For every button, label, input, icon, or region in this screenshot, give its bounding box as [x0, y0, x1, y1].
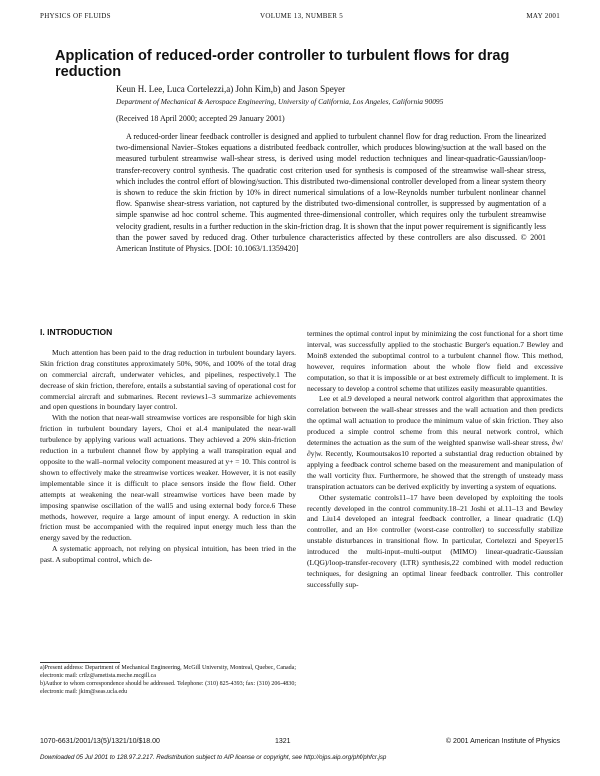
paragraph: Lee et al.9 developed a neural network control algorithm that approximates the correlation between the wall-shear stresses and the wall actuation and then predicts the optimal wall actuation to produce the minimum value of skin friction. They also produced a simple control scheme from this neural network control, which determines the actuation as the sum of the weighted spanwise wall-shear stress, ∂w/∂y|w. Recently, Koumoutsakos10 reported a substantial drag reduction obtained by applying a feedback control scheme based on the measurement and manipulation of the wall vorticity flux. Furthermore, he showed that the strength of unsteady mass transpiration actuators can be derived explicitly by inverting a system of equations.: [307, 394, 563, 491]
paper-title: Application of reduced-order controller to turbulent flows for drag reduction: [55, 48, 510, 80]
section-heading: I. INTRODUCTION: [40, 327, 113, 337]
page-footer: [40, 738, 560, 750]
issue-date: MAY 2001: [526, 12, 560, 20]
article-code: 1070-6631/2001/13(5)/1321/10/$18.00: [40, 738, 160, 745]
running-header: [40, 12, 560, 24]
paragraph: termines the optimal control input by minimizing the cost functional for a short time interval, was successfully applied to the stochastic Burger's equation.7 Bewley and Moin8 extended the suboptimal control to a turbulent channel flow. This method, however, requires information about the whole flow field and excessive computation, so that it is impossible or at best extremely difficult to implement. It is necessary to develop a control scheme that utilizes easily measurable quantities.: [307, 329, 563, 393]
volume-number: VOLUME 13, NUMBER 5: [260, 12, 344, 20]
footnote-divider: [40, 662, 120, 663]
paragraph: Other systematic controls11–17 have been developed by exploiting the tools recently developed in the control community.18–21 Joshi et al.11–13 and Bewley and Liu14 developed an integral feedback controller, a linear quadratic (LQ) controller, and an H∞ controller (worst-case controller) to successfully stabilize unstable disturbances in transitional flow. In particular, Cortelezzi and Speyer15 introduced the multi-input–multi-output (MIMO) linear-quadratic-Gaussian (LQG)/loop-transfer-recovery (LTR) synthesis,22 combined with model reduction techniques, for designing an optimal linear feedback controller. This controller successfully sup-: [307, 492, 563, 589]
affiliation: Department of Mechanical & Aerospace Engineering, University of California, Los Angeles, California 90095: [116, 97, 444, 106]
abstract: A reduced-order linear feedback controller is designed and applied to turbulent channel flow for drag reduction. From the linearized two-dimensional Navier–Stokes equations a distributed feedback controller, which produces blowing/suction at the wall based on the measured turbulent streamwise wall-shear stress, is derived using model reduction techniques and linear-quadratic-Gaussian/loop-transfer-recovery control synthesis. The quadratic cost criterion used for synthesis is composed of the streamwise wall-shear stress, which includes the control effort of blowing/suction. This distributed two-dimensional controller developed from a linear system theory is shown to reduce the skin friction by 10% in direct numerical simulations of a low-Reynolds number turbulent nonlinear channel flow. Spanwise shear-stress variation, not captured by the distributed two-dimensional controller, is suppressed by augmentation of a simple spanwise ad hoc control scheme. This augmented three-dimensional controller, which requires only the turbulent streamwise velocity gradient, results in a further reduction in the skin-friction drag. It is shown that the input power requirement is significantly less than the power saved by reduced drag. Other turbulence characteristics affected by these controllers are also discussed. © 2001 American Institute of Physics. [DOI: 10.1063/1.1359420]: [116, 132, 546, 254]
download-note: Downloaded 05 Jul 2001 to 128.97.2.217. Redistribution subject to AIP license or copyright, see http://ojps.aip.org/phf/phfcr.jsp: [40, 754, 387, 761]
author-list: Keun H. Lee, Luca Cortelezzi,a) John Kim,b) and Jason Speyer: [116, 84, 346, 94]
paragraph: A systematic approach, not relying on physical intuition, has been tried in the past. A suboptimal control, which de-: [40, 544, 296, 565]
right-column: [307, 329, 563, 591]
page-number: 1321: [275, 738, 291, 745]
paragraph: Much attention has been paid to the drag reduction in turbulent boundary layers. Skin friction drag constitutes approximately 50%, 90%, and 100% of the total drag on commercial aircraft, underwater vehicles, and pipelines, respectively.1 The decrease of skin friction, therefore, entails a substantial saving of operational cost for commercial aircraft and submarines. Recent reviews1–3 summarize achievements and open questions in boundary layer control.: [40, 347, 296, 412]
footnote: a)Present address: Department of Mechanical Engineering, McGill University, Montreal, Quebec, Canada; electronic mail: crtlz@ametista.meche.mcgill.ca: [40, 665, 296, 679]
received-dates: (Received 18 April 2000; accepted 29 January 2001): [116, 114, 285, 123]
footnotes: [40, 665, 296, 697]
paragraph: With the notion that near-wall streamwise vortices are responsible for high skin friction in turbulent boundary layers, Choi et al.4 manipulated the near-wall turbulence by applying various wall actuations. They achieved a 20% skin-friction reduction in a turbulent channel flow by applying a wall transpiration equal and opposite to the wall–normal velocity component measured at y+ = 10. This control is shown to effectively make the streamwise vortices weaker. However, it is not easily implementable since it is difficult to place sensors inside the flow field. Other attempts at weakening the near-wall streamwise vortices have been made by imposing spanwise oscillation of the wall5 and using external body force.6 These methods, however, require a large amount of input energy. A reduction in skin friction must be accompanied with the required input energy much less than the energy saved by the reduction.: [40, 413, 296, 543]
copyright: © 2001 American Institute of Physics: [445, 738, 560, 745]
journal-name: PHYSICS OF FLUIDS: [40, 12, 111, 20]
footnote: b)Author to whom correspondence should be addressed. Telephone: (310) 825-4393; fax: (310) 206-4830; electronic mail: jkim@seas.ucla.edu: [40, 681, 296, 695]
left-column: [40, 327, 296, 566]
